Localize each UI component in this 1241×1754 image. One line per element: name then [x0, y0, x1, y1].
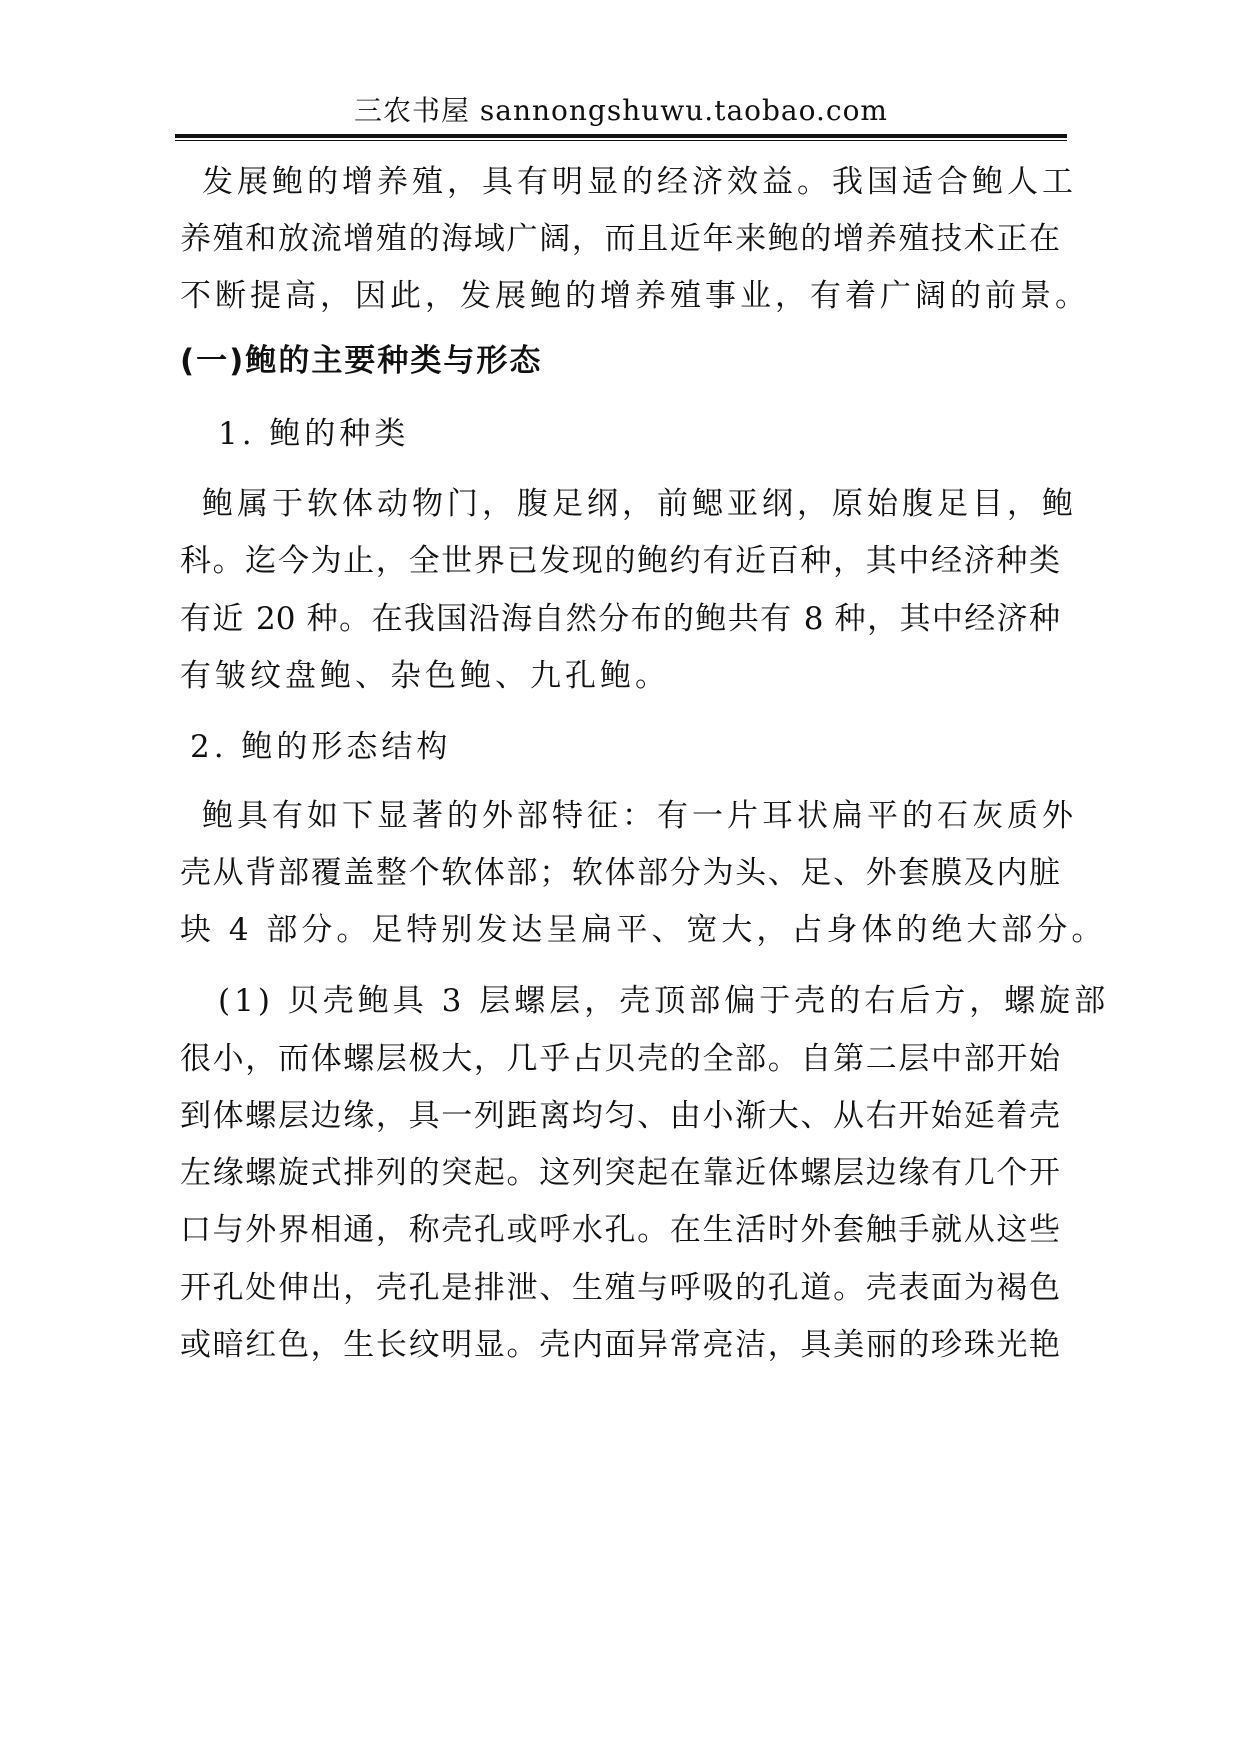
paragraph-line: (1) 贝壳鲍具 3 层螺层，壳顶部偏于壳的右后方，螺旋部	[218, 983, 1110, 1019]
paragraph-line: 口与外界相通，称壳孔或呼水孔。在生活时外套触手就从这些	[180, 1212, 1060, 1248]
paragraph-line: 不断提高，因此，发展鲍的增养殖事业，有着广阔的前景。	[180, 278, 1090, 314]
paragraph-line: 养殖和放流增殖的海域广阔，而且近年来鲍的增养殖技术正在	[180, 221, 1060, 257]
subsection-heading: 1. 鲍的种类	[218, 416, 410, 452]
paragraph-line: 或暗红色，生长纹明显。壳内面异常亮洁，具美丽的珍珠光艳	[180, 1327, 1060, 1363]
paragraph-line: 很小，而体螺层极大，几乎占贝壳的全部。自第二层中部开始	[180, 1041, 1060, 1077]
section-heading: (一)鲍的主要种类与形态	[180, 343, 543, 379]
header-rule-thin	[175, 140, 1067, 141]
paragraph-line: 鲍属于软体动物门，腹足纲，前鳃亚纲，原始腹足目，鲍	[202, 486, 1077, 522]
paragraph-line: 发展鲍的增养殖，具有明显的经济效益。我国适合鲍人工	[202, 164, 1077, 200]
subsection-heading: 2. 鲍的形态结构	[190, 729, 452, 765]
paragraph-line: 鲍具有如下显著的外部特征：有一片耳状扁平的石灰质外	[202, 798, 1077, 834]
paragraph-line: 科。迄今为止，全世界已发现的鲍约有近百种，其中经济种类	[180, 543, 1060, 579]
running-header: 三农书屋 sannongshuwu.taobao.com	[354, 94, 888, 127]
paragraph-line: 到体螺层边缘，具一列距离均匀、由小渐大、从右开始延着壳	[180, 1098, 1060, 1134]
paragraph-line: 壳从背部覆盖整个软体部；软体部分为头、足、外套膜及内脏	[180, 855, 1060, 891]
paragraph-line: 有近 20 种。在我国沿海自然分布的鲍共有 8 种，其中经济种	[180, 601, 1060, 637]
paragraph-line: 有皱纹盘鲍、杂色鲍、九孔鲍。	[180, 658, 670, 694]
paragraph-line: 开孔处伸出，壳孔是排泄、生殖与呼吸的孔道。壳表面为褐色	[180, 1270, 1060, 1306]
paragraph-line: 块 4 部分。足特别发达呈扁平、宽大，占身体的绝大部分。	[180, 912, 1107, 948]
header-rule	[175, 134, 1067, 138]
paragraph-line: 左缘螺旋式排列的突起。这列突起在靠近体螺层边缘有几个开	[180, 1155, 1060, 1191]
